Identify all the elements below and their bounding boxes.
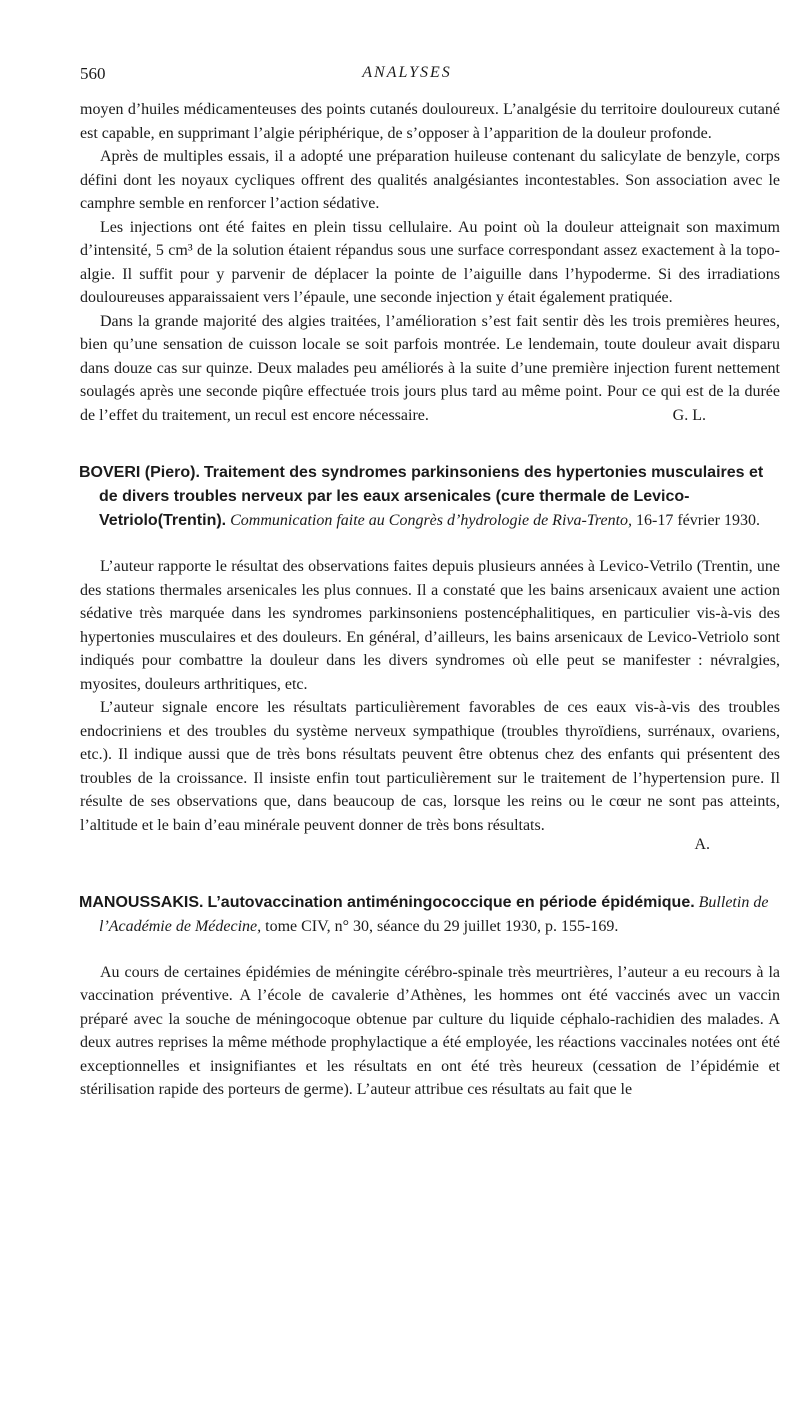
section-gap — [80, 533, 780, 555]
running-head — [80, 64, 734, 88]
entry-author: BOVERI (Piero). — [79, 464, 200, 481]
paragraph: Après de multiples essais, il a adopté une préparation huileuse contenant du salicylate de benzyle, corps défini dont les noyaux cycliques offrent des qualités analgésiantes incontestables. Son association avec le camphre semble en renforcer l’action sédative. — [80, 148, 780, 212]
entry-title-paren: (Trentin). — [157, 512, 227, 529]
signature: A. — [694, 836, 710, 853]
signature: G. L. — [672, 406, 706, 424]
section-gap — [80, 427, 780, 461]
article-body — [80, 98, 780, 1102]
entry-details: tome CIV, n° 30, séance du 29 juillet 1930, p. 155-169. — [265, 917, 619, 935]
paragraph: L’auteur rapporte le résultat des observations faites depuis plusieurs années à Levico-Vetrilo (Trentin, une des stations thermales arsenicales les plus connues. Il a constaté que les bains arsenicaux avaient une action sédative très marquée dans les syndromes parkinsoniens postencéphalitiques, en particulier vis-à-vis des hypertonies musculaires et des douleurs. En général, d’ailleurs, les bains arsenicaux de Levico-Vetriolo sont indiqués pour combattre la douleur dans les divers syndromes où elle peut se manifester : névralgies, myosites, douleurs arthritiques, etc. — [80, 558, 780, 693]
page-number: 560 — [80, 64, 106, 83]
paragraph: moyen d’huiles médicamenteuses des points cutanés douloureux. L’analgésie du territoire douloureux cutané est capable, en supprimant l’algie périphérique, de s’opposer à l’apparition de la douleur profonde. — [80, 101, 780, 142]
entry-heading — [79, 461, 780, 533]
paragraph: Au cours de certaines épidémies de méningite cérébro-spinale très meurtrières, l’auteur a eu recours à la vaccination préventive. A l’école de cavalerie d’Athènes, les hommes ont été vaccinés avec un vaccin préparé avec la souche de méningocoque obtenue par culture du liquide céphalo-rachidien des malades. A deux autres reprises la même méthode prophylactique a été employée, les réactions vaccinales notées ont été exceptionnelles et insignifiantes et les résultats en ont été très heureux (cessation de l’épidémie et stérilisation rapide des porteurs de germe). L’auteur attribue ces résultats au fait que le — [80, 963, 780, 1098]
entry-manoussakis — [80, 891, 780, 1102]
paragraph: Les injections ont été faites en plein tissu cellulaire. Au point où la douleur atteignait son maximum d’intensité, 5 cm³ de la solution étaient répandus sous une surface correspondant assez exactement à la topo-algie. Il suffit pour y parvenir de déplacer la pointe de l’aiguille dans l’hypoderme. Si des irradiations douloureuses apparaissaient vers l’épaule, une seconde injection y était également pratiquée. — [80, 218, 780, 306]
analysis-continued — [80, 98, 780, 427]
entry-heading — [79, 891, 780, 939]
running-title: ANALYSES — [362, 64, 452, 81]
paragraph: L’auteur signale encore les résultats particulièrement favorables de ces eaux vis-à-vis des troubles endocriniens et des troubles du système nerveux sympathique (troubles thyroïdiens, surrénaux, ovariens, etc.). Il indique aussi que de très bons résultats peuvent être obtenus chez des enfants qui présentent des troubles de la croissance. Il insiste enfin tout particulièrement sur le traitement de l’hypertension pure. Il résulte de ses observations que, dans beaucoup de cas, lorsque les reins ou le cœur ne sont pas atteints, l’altitude et le bain d’eau minérale peuvent donner de très bons résultats. — [80, 699, 780, 834]
section-gap — [80, 939, 780, 961]
paragraph: Dans la grande majorité des algies traitées, l’amélioration s’est fait sentir dès les trois premières heures, bien qu’une sensation de cuisson locale se soit parfois montrée. Le lendemain, toute douleur avait disparu dans douze cas sur quinze. Deux malades peu améliorés à la suite d’une première injection furent nettement soulagés après une seconde piqûre effectuée trois jours plus tard au même point. Pour ce qui est de la durée de l’effet du traitement, un recul est encore nécessaire. — [80, 312, 780, 424]
entry-boveri — [80, 461, 780, 857]
section-gap — [80, 857, 780, 891]
entry-source: Communication faite au Congrès d’hydrologie de Riva-Trento, — [230, 512, 633, 529]
entry-title: L’autovaccination antiméningococcique en période épidémique. — [207, 893, 695, 911]
entry-date: 16-17 février 1930. — [636, 512, 760, 529]
entry-author: MANOUSSAKIS. — [79, 893, 204, 911]
entry-source: Bulletin de l’Académie de Médecine, — [99, 893, 769, 935]
entry-title: Traitement des syndromes parkinsoniens des hypertonies musculaires et de divers troubles nerveux par les eaux arsenicales (cure thermale de Levico-Vetriolo — [99, 464, 764, 529]
